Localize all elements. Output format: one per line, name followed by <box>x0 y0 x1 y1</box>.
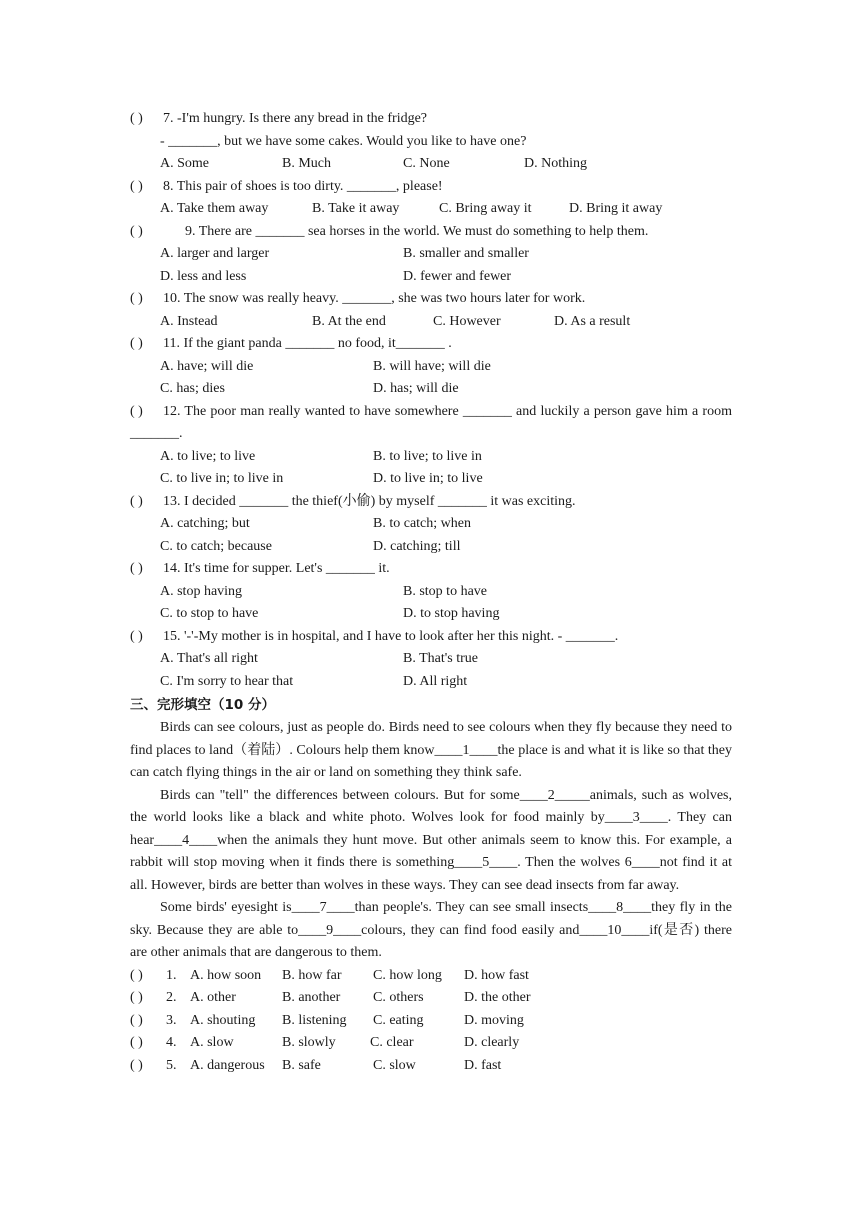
option-a[interactable]: A. larger and larger <box>160 246 270 261</box>
cloze-question-2 <box>130 987 732 1010</box>
question-9 <box>130 221 732 244</box>
question-7 <box>130 108 732 131</box>
question-12 <box>130 401 732 446</box>
option-d[interactable]: D. fast <box>464 1057 502 1073</box>
answer-paren[interactable]: ( ) <box>130 336 143 351</box>
option-d[interactable]: D. how fast <box>464 967 529 983</box>
option-b[interactable]: B. will have; will die <box>373 358 491 374</box>
cloze-question-5 <box>130 1055 732 1078</box>
option-d[interactable]: D. As a result <box>554 313 631 329</box>
option-d[interactable]: D. clearly <box>464 1035 520 1050</box>
options-row <box>130 266 732 289</box>
option-c[interactable]: D. less and less <box>160 268 247 284</box>
option-b[interactable]: B. slowly <box>282 1035 336 1050</box>
answer-paren[interactable]: ( ) <box>130 628 143 644</box>
passage-paragraph-2: Birds can "tell" the differences between colours. But for some____2_____animals, such as wolves, the world looks like a black and white photo. Wolves look for food mainly by____3____. They can hear____4____when the animals they hunt move. But other animals seem to know this. For example, a rabbit will stop moving when it finds there is something____5____. Then the wolves 6____not find it at all. However, birds are better than wolves in these ways. They can see dead insects from far away. <box>130 787 732 893</box>
answer-paren[interactable]: ( ) <box>130 403 143 419</box>
option-a[interactable]: A. how soon <box>190 967 262 983</box>
option-c[interactable]: C. how long <box>373 967 442 983</box>
option-a[interactable]: A. other <box>190 990 236 1005</box>
option-b[interactable]: B. to live; to live in <box>373 448 482 464</box>
question-7-response: - _______, but we have some cakes. Would you like to have one? <box>160 133 527 149</box>
question-text: 10. The snow was really heavy. _______, she was two hours later for work. <box>163 291 586 306</box>
options-row <box>130 513 732 536</box>
option-b[interactable]: B. Take it away <box>312 201 400 216</box>
options-row <box>130 311 732 334</box>
option-b[interactable]: B. Much <box>282 156 331 171</box>
option-c[interactable]: C. has; dies <box>160 381 225 396</box>
option-c[interactable]: C. However <box>433 313 501 329</box>
option-d[interactable]: D. moving <box>464 1012 524 1028</box>
passage-paragraph-1: Birds can see colours, just as people do. Birds need to see colours when they fly because they need to find places to land（着陆）. Colours help them know____1____the place is and what it is like so that they can catch flying things in the air or land on something they think safe. <box>130 720 732 780</box>
answer-paren[interactable]: ( ) <box>130 111 143 126</box>
option-d[interactable]: D. to stop having <box>403 606 500 621</box>
question-number: 3. <box>166 1012 177 1028</box>
cloze-question-3 <box>130 1010 732 1033</box>
option-a[interactable]: A. Take them away <box>160 201 269 216</box>
answer-paren[interactable]: ( ) <box>130 493 143 509</box>
option-a[interactable]: A. have; will die <box>160 358 254 374</box>
option-d[interactable]: D. Bring it away <box>569 201 663 216</box>
options-row <box>130 153 732 176</box>
option-d[interactable]: D. fewer and fewer <box>403 268 512 284</box>
question-text: 14. It's time for supper. Let's _______ it. <box>163 561 390 576</box>
options-row <box>130 243 732 266</box>
answer-paren[interactable]: ( ) <box>130 967 143 983</box>
option-a[interactable]: A. That's all right <box>160 651 258 666</box>
option-a[interactable]: A. slow <box>190 1035 234 1050</box>
option-c[interactable]: C. others <box>373 990 424 1005</box>
option-a[interactable]: A. shouting <box>190 1012 256 1028</box>
question-11 <box>130 333 732 356</box>
options-row <box>130 378 732 401</box>
option-a[interactable]: A. Instead <box>160 313 218 329</box>
option-c[interactable]: C. eating <box>373 1012 424 1028</box>
option-d[interactable]: D. catching; till <box>373 538 461 554</box>
option-b[interactable]: B. safe <box>282 1057 321 1073</box>
question-text: 11. If the giant panda _______ no food, it_______ . <box>163 336 452 351</box>
option-b[interactable]: B. smaller and smaller <box>403 246 529 261</box>
question-number: 4. <box>166 1035 177 1050</box>
answer-paren[interactable]: ( ) <box>130 990 143 1005</box>
option-a[interactable]: A. stop having <box>160 583 243 599</box>
answer-paren[interactable]: ( ) <box>130 223 143 239</box>
option-c[interactable]: C. clear <box>370 1035 414 1050</box>
question-number: 1. <box>166 967 177 983</box>
cloze-question-4 <box>130 1032 732 1055</box>
option-b[interactable]: B. At the end <box>312 313 386 329</box>
question-number: 5. <box>166 1057 177 1073</box>
option-d[interactable]: D. the other <box>464 990 531 1005</box>
option-c[interactable]: C. I'm sorry to hear that <box>160 673 294 689</box>
options-row <box>130 603 732 626</box>
answer-paren[interactable]: ( ) <box>130 178 143 194</box>
option-c[interactable]: C. to catch; because <box>160 538 272 554</box>
option-b[interactable]: B. That's true <box>403 651 478 666</box>
question-10 <box>130 288 732 311</box>
option-a[interactable]: A. to live; to live <box>160 448 256 464</box>
options-row <box>130 671 732 694</box>
answer-paren[interactable]: ( ) <box>130 561 143 576</box>
answer-paren[interactable]: ( ) <box>130 1057 143 1073</box>
option-c[interactable]: C. None <box>403 156 450 171</box>
question-text: 9. There are _______ sea horses in the world. We must do something to help them. <box>185 223 649 239</box>
question-8 <box>130 176 732 199</box>
options-row <box>130 356 732 379</box>
cloze-question-1 <box>130 965 732 988</box>
cloze-passage <box>130 717 732 965</box>
option-d[interactable]: D. Nothing <box>524 156 587 171</box>
passage-paragraph-3: Some birds' eyesight is____7____than people's. They can see small insects____8____they fly in the sky. Because they are able to____9____colours, they can find food easily and____10____if(是否) there are other animals that are dangerous to them. <box>130 900 732 960</box>
question-text: 12. The poor man really wanted to have somewhere _______ and luckily a person gave him a room _______. <box>130 403 732 441</box>
answer-paren[interactable]: ( ) <box>130 1035 143 1050</box>
option-d[interactable]: D. All right <box>403 673 468 689</box>
exam-page <box>130 108 732 1077</box>
question-14 <box>130 558 732 581</box>
option-b[interactable]: B. listening <box>282 1012 347 1028</box>
option-a[interactable]: A. dangerous <box>190 1057 265 1073</box>
question-text: 13. I decided _______ the thief(小偷) by myself _______ it was exciting. <box>163 493 576 509</box>
options-row <box>130 536 732 559</box>
answer-paren[interactable]: ( ) <box>130 291 143 306</box>
option-b[interactable]: B. how far <box>282 967 342 983</box>
options-row <box>130 198 732 221</box>
option-b[interactable]: B. to catch; when <box>373 516 471 531</box>
option-c[interactable]: C. slow <box>373 1057 416 1073</box>
question-number: 2. <box>166 990 177 1005</box>
options-row <box>130 446 732 469</box>
option-c[interactable]: C. to live in; to live in <box>160 471 284 486</box>
option-a[interactable]: A. catching; but <box>160 516 250 531</box>
question-text: 15. '-'-My mother is in hospital, and I have to look after her this night. - _______. <box>163 628 619 644</box>
answer-paren[interactable]: ( ) <box>130 1012 143 1028</box>
option-b[interactable]: B. stop to have <box>403 583 487 599</box>
option-b[interactable]: B. another <box>282 990 341 1005</box>
options-row <box>130 648 732 671</box>
question-13 <box>130 491 732 514</box>
options-row <box>130 468 732 491</box>
question-15 <box>130 626 732 649</box>
question-text: 8. This pair of shoes is too dirty. _______, please! <box>163 178 443 194</box>
section-heading: 三、完形填空（10 分） <box>130 697 275 713</box>
options-row <box>130 581 732 604</box>
option-d[interactable]: D. has; will die <box>373 381 459 396</box>
question-text: 7. -I'm hungry. Is there any bread in the fridge? <box>163 111 428 126</box>
option-d[interactable]: D. to live in; to live <box>373 471 483 486</box>
option-c[interactable]: C. Bring away it <box>439 201 532 216</box>
option-a[interactable]: A. Some <box>160 156 209 171</box>
option-c[interactable]: C. to stop to have <box>160 606 259 621</box>
